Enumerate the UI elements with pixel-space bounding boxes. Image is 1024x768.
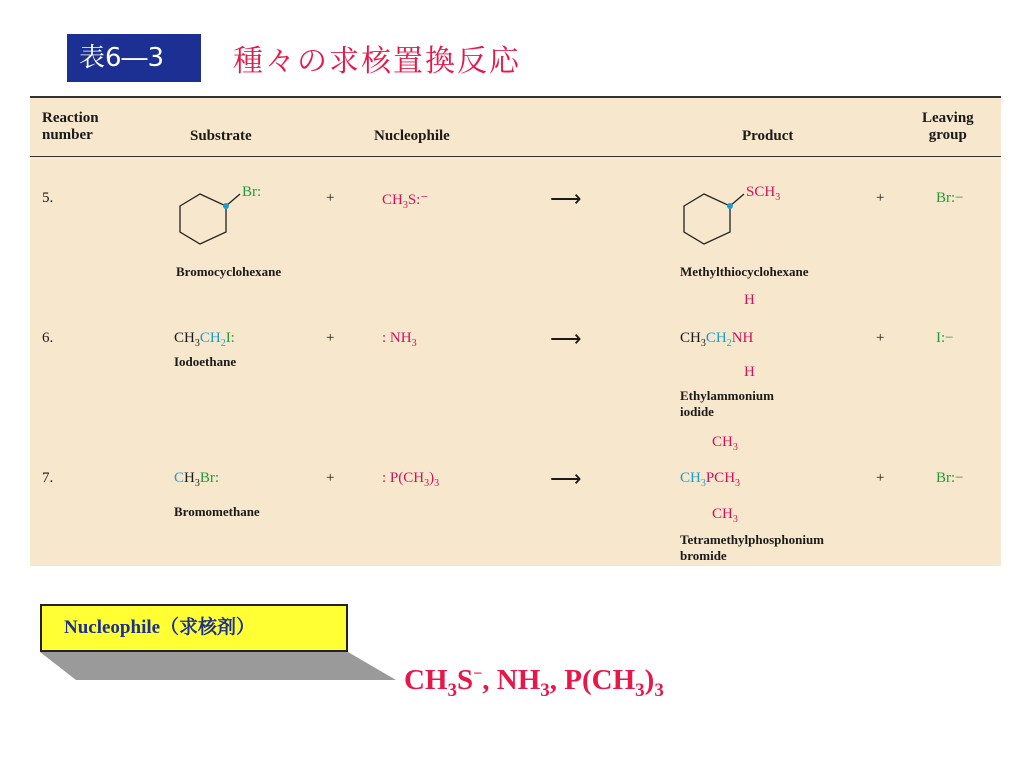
nucleophile-trimethylphosphine: : $P(CH_3)_3$ bbox=[382, 470, 440, 489]
nucleophile-methanethiolate: $CH_3S:^-$ bbox=[382, 192, 429, 211]
product-ethylammonium-formula: $CH_3CH_2NH$ bbox=[680, 330, 754, 349]
product-h-bottom: H bbox=[744, 364, 755, 380]
product-name-5: Methylthiocyclohexane bbox=[680, 264, 809, 279]
substrate-name-7: Bromomethane bbox=[174, 504, 260, 519]
col-header-reaction-number: Reaction number bbox=[42, 110, 99, 143]
nucleophile-callout-label: Nucleophile（求核剤） bbox=[40, 604, 348, 652]
product-phosphonium-formula: $CH_3PCH_3$ bbox=[680, 470, 741, 489]
nucleophile-ammonia: : $NH_3$ bbox=[382, 330, 417, 349]
substrate-name-6: Iodoethane bbox=[174, 354, 237, 369]
reaction-number-5: 5. bbox=[42, 190, 54, 206]
reaction-number-7: 7. bbox=[42, 470, 54, 486]
col-header-nucleophile: Nucleophile bbox=[374, 128, 450, 144]
reaction-arrow: ⟶ bbox=[550, 466, 582, 491]
substrate-bromine: Br: bbox=[242, 184, 262, 200]
product-name-7: Tetramethylphosphonium bromide bbox=[680, 532, 824, 563]
leaving-group-bromide: Br:− bbox=[936, 190, 964, 206]
substrate-iodoethane-formula: $CH_3CH_2I$: bbox=[174, 330, 235, 349]
reaction-number-6: 6. bbox=[42, 330, 54, 346]
table-number-badge: 表6―3 bbox=[67, 34, 201, 82]
plus-sign: + bbox=[876, 470, 885, 486]
leaving-group-bromide: Br:− bbox=[936, 470, 964, 486]
product-methylthio-group: $SCH_3$ bbox=[746, 184, 781, 203]
plus-sign: + bbox=[326, 190, 335, 206]
leaving-group-iodide: I:− bbox=[936, 330, 954, 346]
plus-sign: + bbox=[876, 330, 885, 346]
reaction-arrow: ⟶ bbox=[550, 186, 582, 211]
slide-title: 種々の求核置換反応 bbox=[233, 44, 521, 79]
col-header-product: Product bbox=[742, 128, 794, 144]
substrate-bromomethane-formula: $CH_3Br$: bbox=[174, 470, 220, 489]
substrate-name-5: Bromocyclohexane bbox=[176, 264, 282, 279]
product-ch3-bottom: $CH_3$ bbox=[712, 506, 738, 525]
col-header-substrate: Substrate bbox=[190, 128, 252, 144]
col-header-leaving-group: Leaving group bbox=[922, 110, 974, 143]
product-h-top: H bbox=[744, 292, 755, 308]
reaction-arrow: ⟶ bbox=[550, 326, 582, 351]
plus-sign: + bbox=[876, 190, 885, 206]
plus-sign: + bbox=[326, 330, 335, 346]
product-ch3-top: $CH_3$ bbox=[712, 434, 738, 453]
plus-sign: + bbox=[326, 470, 335, 486]
nucleophile-examples: $CH_3S^-$, $NH_3$, $P(CH_3)_3$ bbox=[404, 664, 664, 701]
product-name-6: Ethylammonium iodide bbox=[680, 388, 774, 419]
